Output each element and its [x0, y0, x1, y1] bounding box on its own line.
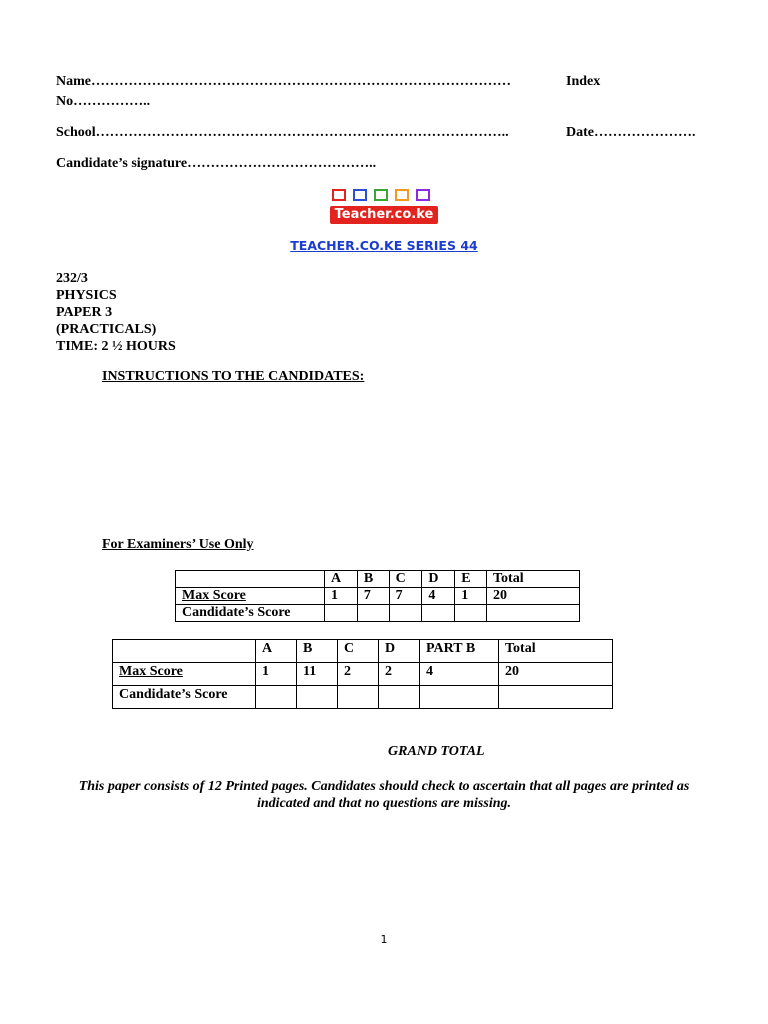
table-header-cell: A	[256, 640, 297, 663]
table-cell: 4	[420, 663, 499, 686]
table-row	[113, 663, 613, 686]
score-entry-cell[interactable]	[389, 605, 422, 622]
logo-squares-icon	[330, 187, 438, 203]
school-field: School……………………………………………………………………………..	[56, 125, 509, 140]
candidate-score-label: Candidate’s Score	[176, 605, 325, 622]
max-score-label: Max Score	[176, 588, 325, 605]
table-cell: 11	[297, 663, 338, 686]
score-table-part-b	[112, 639, 613, 709]
score-entry-cell[interactable]	[256, 686, 297, 709]
index-label: Index	[566, 74, 601, 89]
instructions-heading: INSTRUCTIONS TO THE CANDIDATES:	[102, 369, 365, 384]
name-field: Name………………………………………………………………………………	[56, 74, 511, 89]
max-score-label: Max Score	[113, 663, 256, 686]
series-title-link[interactable]: TEACHER.CO.KE SERIES 44	[290, 238, 478, 253]
date-field: Date………………….	[566, 125, 696, 140]
logo-text: Teacher.co.ke	[330, 206, 438, 224]
score-entry-cell[interactable]	[338, 686, 379, 709]
table-header-cell: E	[455, 571, 487, 588]
score-entry-cell[interactable]	[357, 605, 389, 622]
table-header-cell: C	[389, 571, 422, 588]
table-cell: 2	[338, 663, 379, 686]
score-entry-cell[interactable]	[422, 605, 455, 622]
table-row	[113, 686, 613, 709]
table-cell: 1	[325, 588, 358, 605]
score-entry-cell[interactable]	[487, 605, 580, 622]
table-cell: 4	[422, 588, 455, 605]
score-entry-cell[interactable]	[379, 686, 420, 709]
table-header-cell: D	[379, 640, 420, 663]
table-header-cell: C	[338, 640, 379, 663]
table-header-cell: D	[422, 571, 455, 588]
table-row	[176, 605, 580, 622]
score-entry-cell[interactable]	[325, 605, 358, 622]
table-header-cell: Total	[499, 640, 613, 663]
candidate-score-label: Candidate’s Score	[113, 686, 256, 709]
table-cell: 1	[455, 588, 487, 605]
table-cell: 2	[379, 663, 420, 686]
table-header-row	[176, 571, 580, 588]
paper-info	[56, 270, 176, 355]
table-header-cell: PART B	[420, 640, 499, 663]
table-cell: 7	[357, 588, 389, 605]
table-header-cell	[113, 640, 256, 663]
score-entry-cell[interactable]	[455, 605, 487, 622]
examiners-heading: For Examiners’ Use Only	[102, 537, 254, 552]
grand-total-label: GRAND TOTAL	[388, 744, 485, 759]
paper-code: 232/3	[56, 271, 88, 286]
score-entry-cell[interactable]	[297, 686, 338, 709]
teacher-logo	[330, 187, 438, 225]
footer-note: This paper consists of 12 Printed pages. Candidates should check to ascertain that all pages are printed as indicated and that no questions are missing.	[78, 779, 690, 811]
paper-subject: PHYSICS	[56, 288, 117, 303]
table-header-row	[113, 640, 613, 663]
table-header-cell: B	[357, 571, 389, 588]
index-number-field: No……………..	[56, 94, 151, 109]
score-table-part-a	[175, 570, 580, 622]
score-entry-cell[interactable]	[499, 686, 613, 709]
table-row	[176, 588, 580, 605]
paper-number: PAPER 3	[56, 305, 113, 320]
paper-time: TIME: 2 ½ HOURS	[56, 339, 176, 354]
score-entry-cell[interactable]	[420, 686, 499, 709]
table-header-cell: Total	[487, 571, 580, 588]
signature-field: Candidate’s signature…………………………………..	[56, 156, 377, 171]
table-header-cell: B	[297, 640, 338, 663]
table-header-cell	[176, 571, 325, 588]
paper-type: (PRACTICALS)	[56, 322, 157, 337]
table-cell: 20	[499, 663, 613, 686]
table-cell: 1	[256, 663, 297, 686]
table-header-cell: A	[325, 571, 358, 588]
table-cell: 20	[487, 588, 580, 605]
table-cell: 7	[389, 588, 422, 605]
page-number: 1	[380, 933, 388, 946]
